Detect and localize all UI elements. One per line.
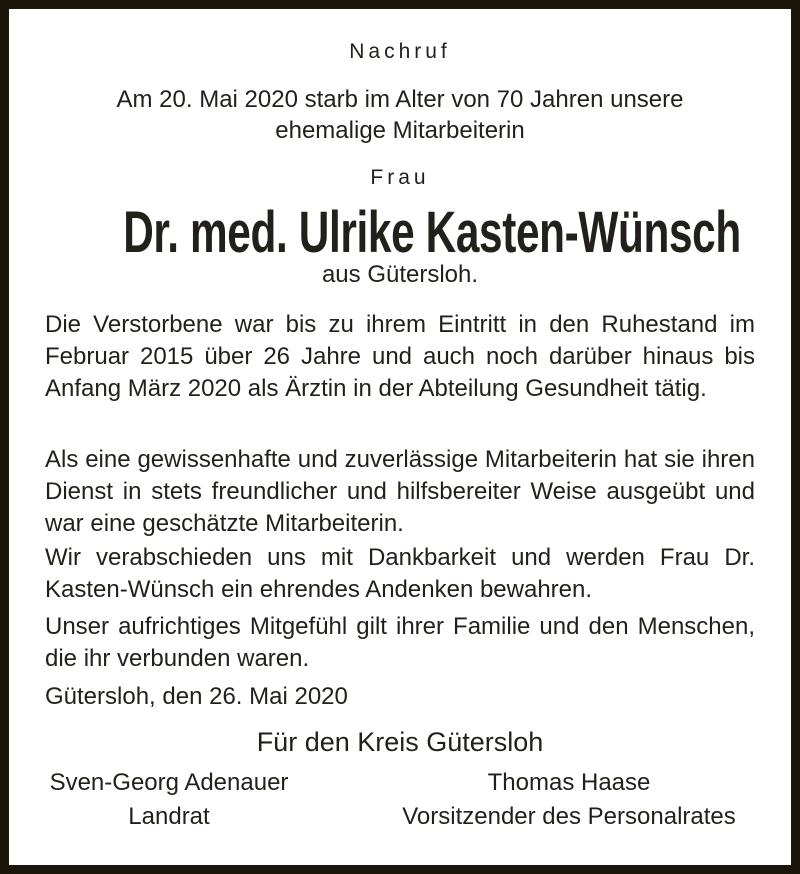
signed-for: Für den Kreis Gütersloh [256,727,544,757]
signatory-name: Thomas Haase [487,769,651,796]
signatory-title: Landrat [128,803,210,830]
signatory-title: Vorsitzender des Personalrates [402,803,736,830]
signatory-2 [379,766,759,834]
intro-line-1: Am 20. Mai 2020 starb im Alter von 70 Jahren unsere [116,86,684,113]
paragraph-1: Die Verstorbene war bis zu ihrem Eintritt in den Ruhestand im Februar 2015 über 26 Jahre und auch noch darüber hinaus bis Anfang März 2020 als Ärztin in der Abteilung Gesundheit tätig. [45,311,755,402]
obituary-notice [9,9,791,865]
deceased-name: Dr. med. Ulrike Kasten-Wünsch [123,200,741,265]
signatory-name: Sven-Georg Adenauer [49,769,289,796]
intro-line-2: ehemalige Mitarbeiterin [275,117,525,144]
place-date: Gütersloh, den 26. Mai 2020 [45,683,348,710]
paragraph-2: Als eine gewissenhafte und zuverlässige Mitarbeiterin hat sie ihren Dienst in stets freundlicher und hilfsbereiter Weise ausgeübt und war eine geschätzte Mitarbeiterin. [45,446,755,537]
salutation: Frau [370,166,430,189]
signatory-1 [39,766,299,834]
paragraph-3: Wir verabschieden uns mit Dankbarkeit und werden Frau Dr. Kasten-Wünsch ein ehrendes Andenken bewahren. [45,544,755,603]
paragraph-4: Unser aufrichtiges Mitgefühl gilt ihrer Familie und den Menschen, die ihr verbunden waren. [45,613,755,672]
origin: aus Gütersloh. [321,261,479,288]
heading: Nachruf [349,40,451,63]
